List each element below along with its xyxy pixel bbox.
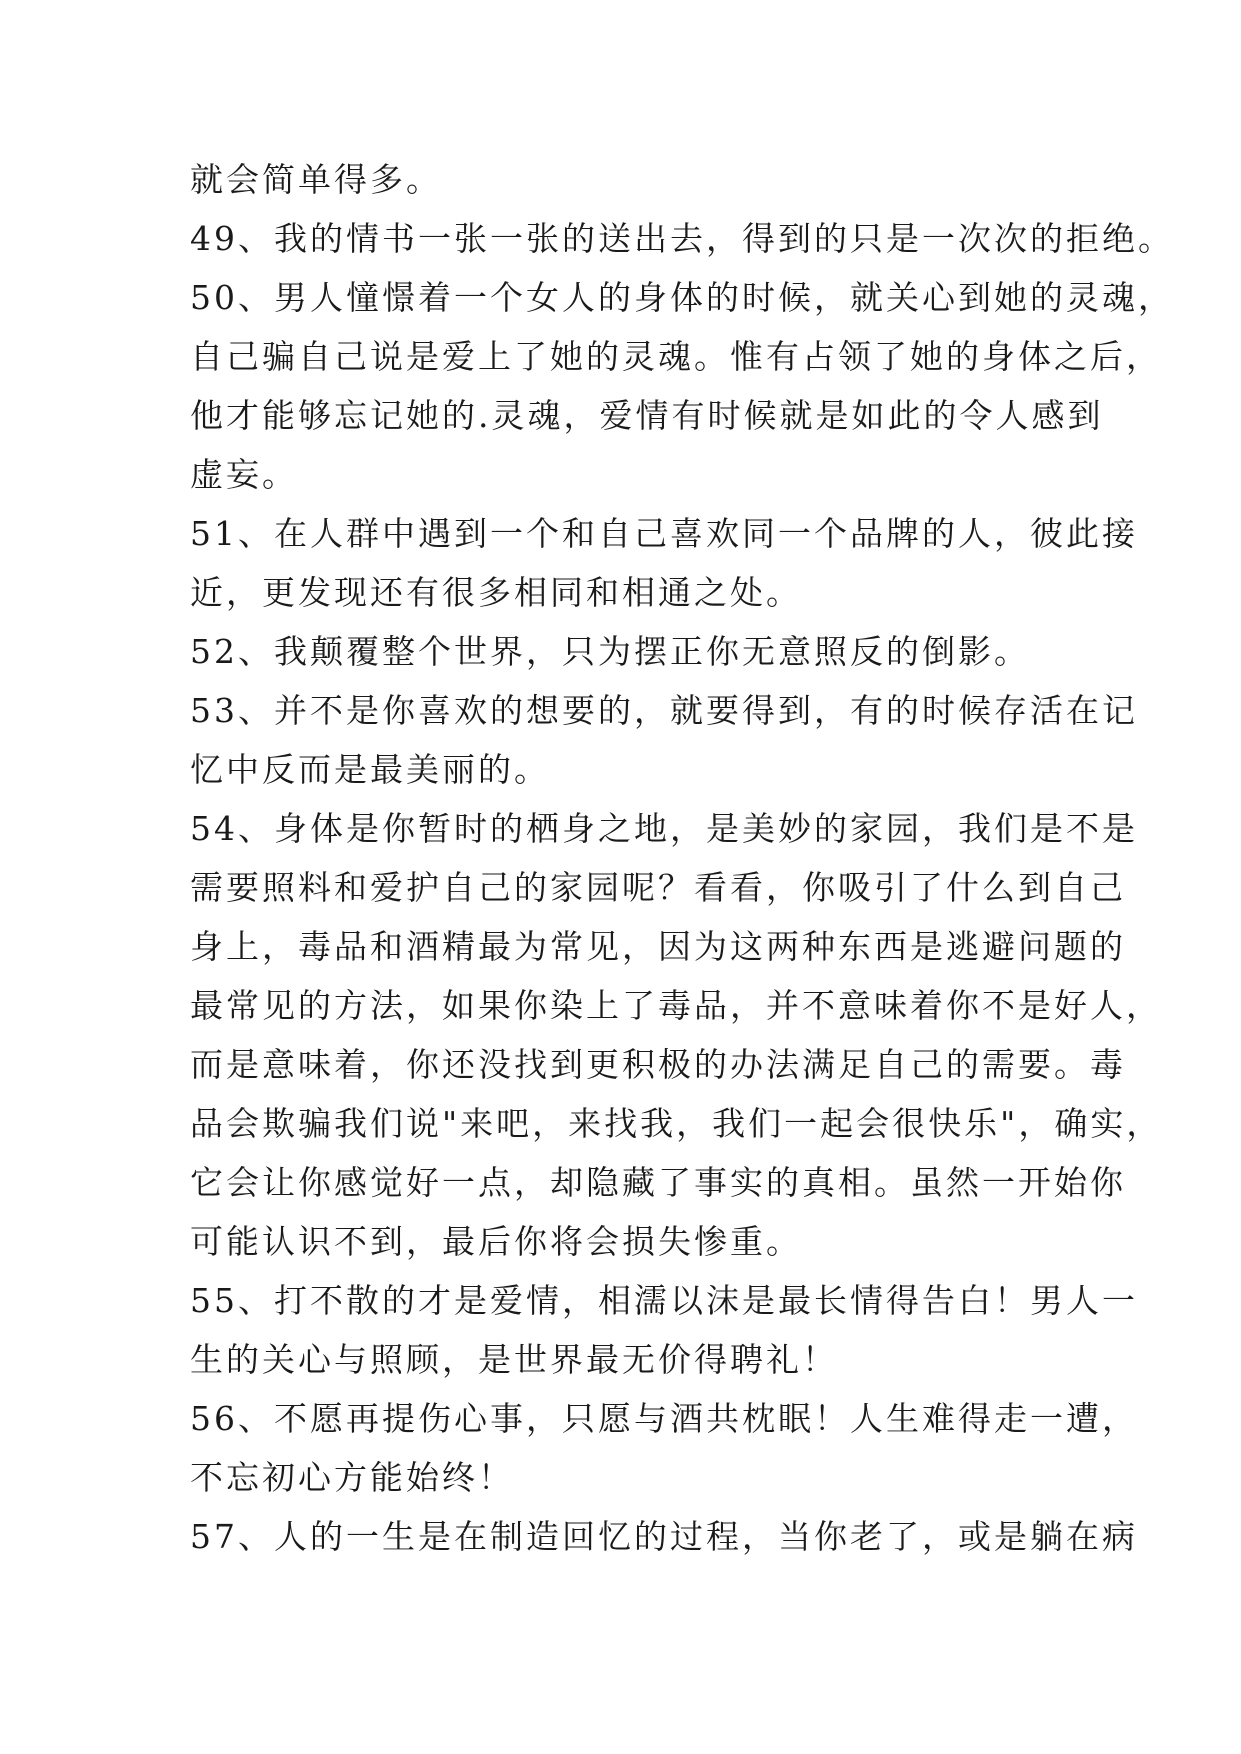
text-line: 56、不愿再提伤心事，只愿与酒共枕眠！人生难得走一遭， (190, 1399, 1138, 1438)
text-line: 54、身体是你暂时的栖身之地，是美妙的家园，我们是不是 (190, 809, 1138, 848)
text-line: 50、男人憧憬着一个女人的身体的时候，就关心到她的灵魂， (190, 278, 1174, 317)
text-line: 虚妄。 (190, 455, 298, 494)
text-line: 可能认识不到，最后你将会损失惨重。 (190, 1222, 802, 1261)
text-line: 身上，毒品和酒精最为常见，因为这两种东西是逃避问题的 (190, 927, 1126, 966)
text-line: 49、我的情书一张一张的送出去，得到的只是一次次的拒绝。 (190, 219, 1174, 258)
text-line: 55、打不散的才是爱情，相濡以沫是最长情得告白！男人一 (190, 1281, 1138, 1320)
text-line: 忆中反而是最美丽的。 (190, 750, 550, 789)
text-line: 生的关心与照顾，是世界最无价得聘礼！ (190, 1340, 838, 1379)
text-line: 自己骗自己说是爱上了她的灵魂。惟有占领了她的身体之后， (190, 337, 1162, 376)
text-line: 它会让你感觉好一点，却隐藏了事实的真相。虽然一开始你 (190, 1163, 1126, 1202)
text-line: 需要照料和爱护自己的家园呢？看看，你吸引了什么到自己 (190, 868, 1126, 907)
text-line: 52、我颠覆整个世界，只为摆正你无意照反的倒影。 (190, 632, 1030, 671)
text-line: 53、并不是你喜欢的想要的，就要得到，有的时候存活在记 (190, 691, 1138, 730)
text-line: 不忘初心方能始终！ (190, 1458, 514, 1497)
text-line: 品会欺骗我们说"来吧，来找我，我们一起会很快乐"，确实， (190, 1104, 1163, 1143)
text-line: 近，更发现还有很多相同和相通之处。 (190, 573, 802, 612)
text-line: 最常见的方法，如果你染上了毒品，并不意味着你不是好人， (190, 986, 1162, 1025)
text-line: 57、人的一生是在制造回忆的过程，当你老了，或是躺在病 (190, 1517, 1138, 1556)
document-text (190, 150, 1174, 1566)
text-line: 就会简单得多。 (190, 160, 442, 199)
text-line: 而是意味着，你还没找到更积极的办法满足自己的需要。毒 (190, 1045, 1126, 1084)
text-line: 他才能够忘记她的.灵魂，爱情有时候就是如此的令人感到 (190, 396, 1104, 435)
text-line: 51、在人群中遇到一个和自己喜欢同一个品牌的人，彼此接 (190, 514, 1138, 553)
